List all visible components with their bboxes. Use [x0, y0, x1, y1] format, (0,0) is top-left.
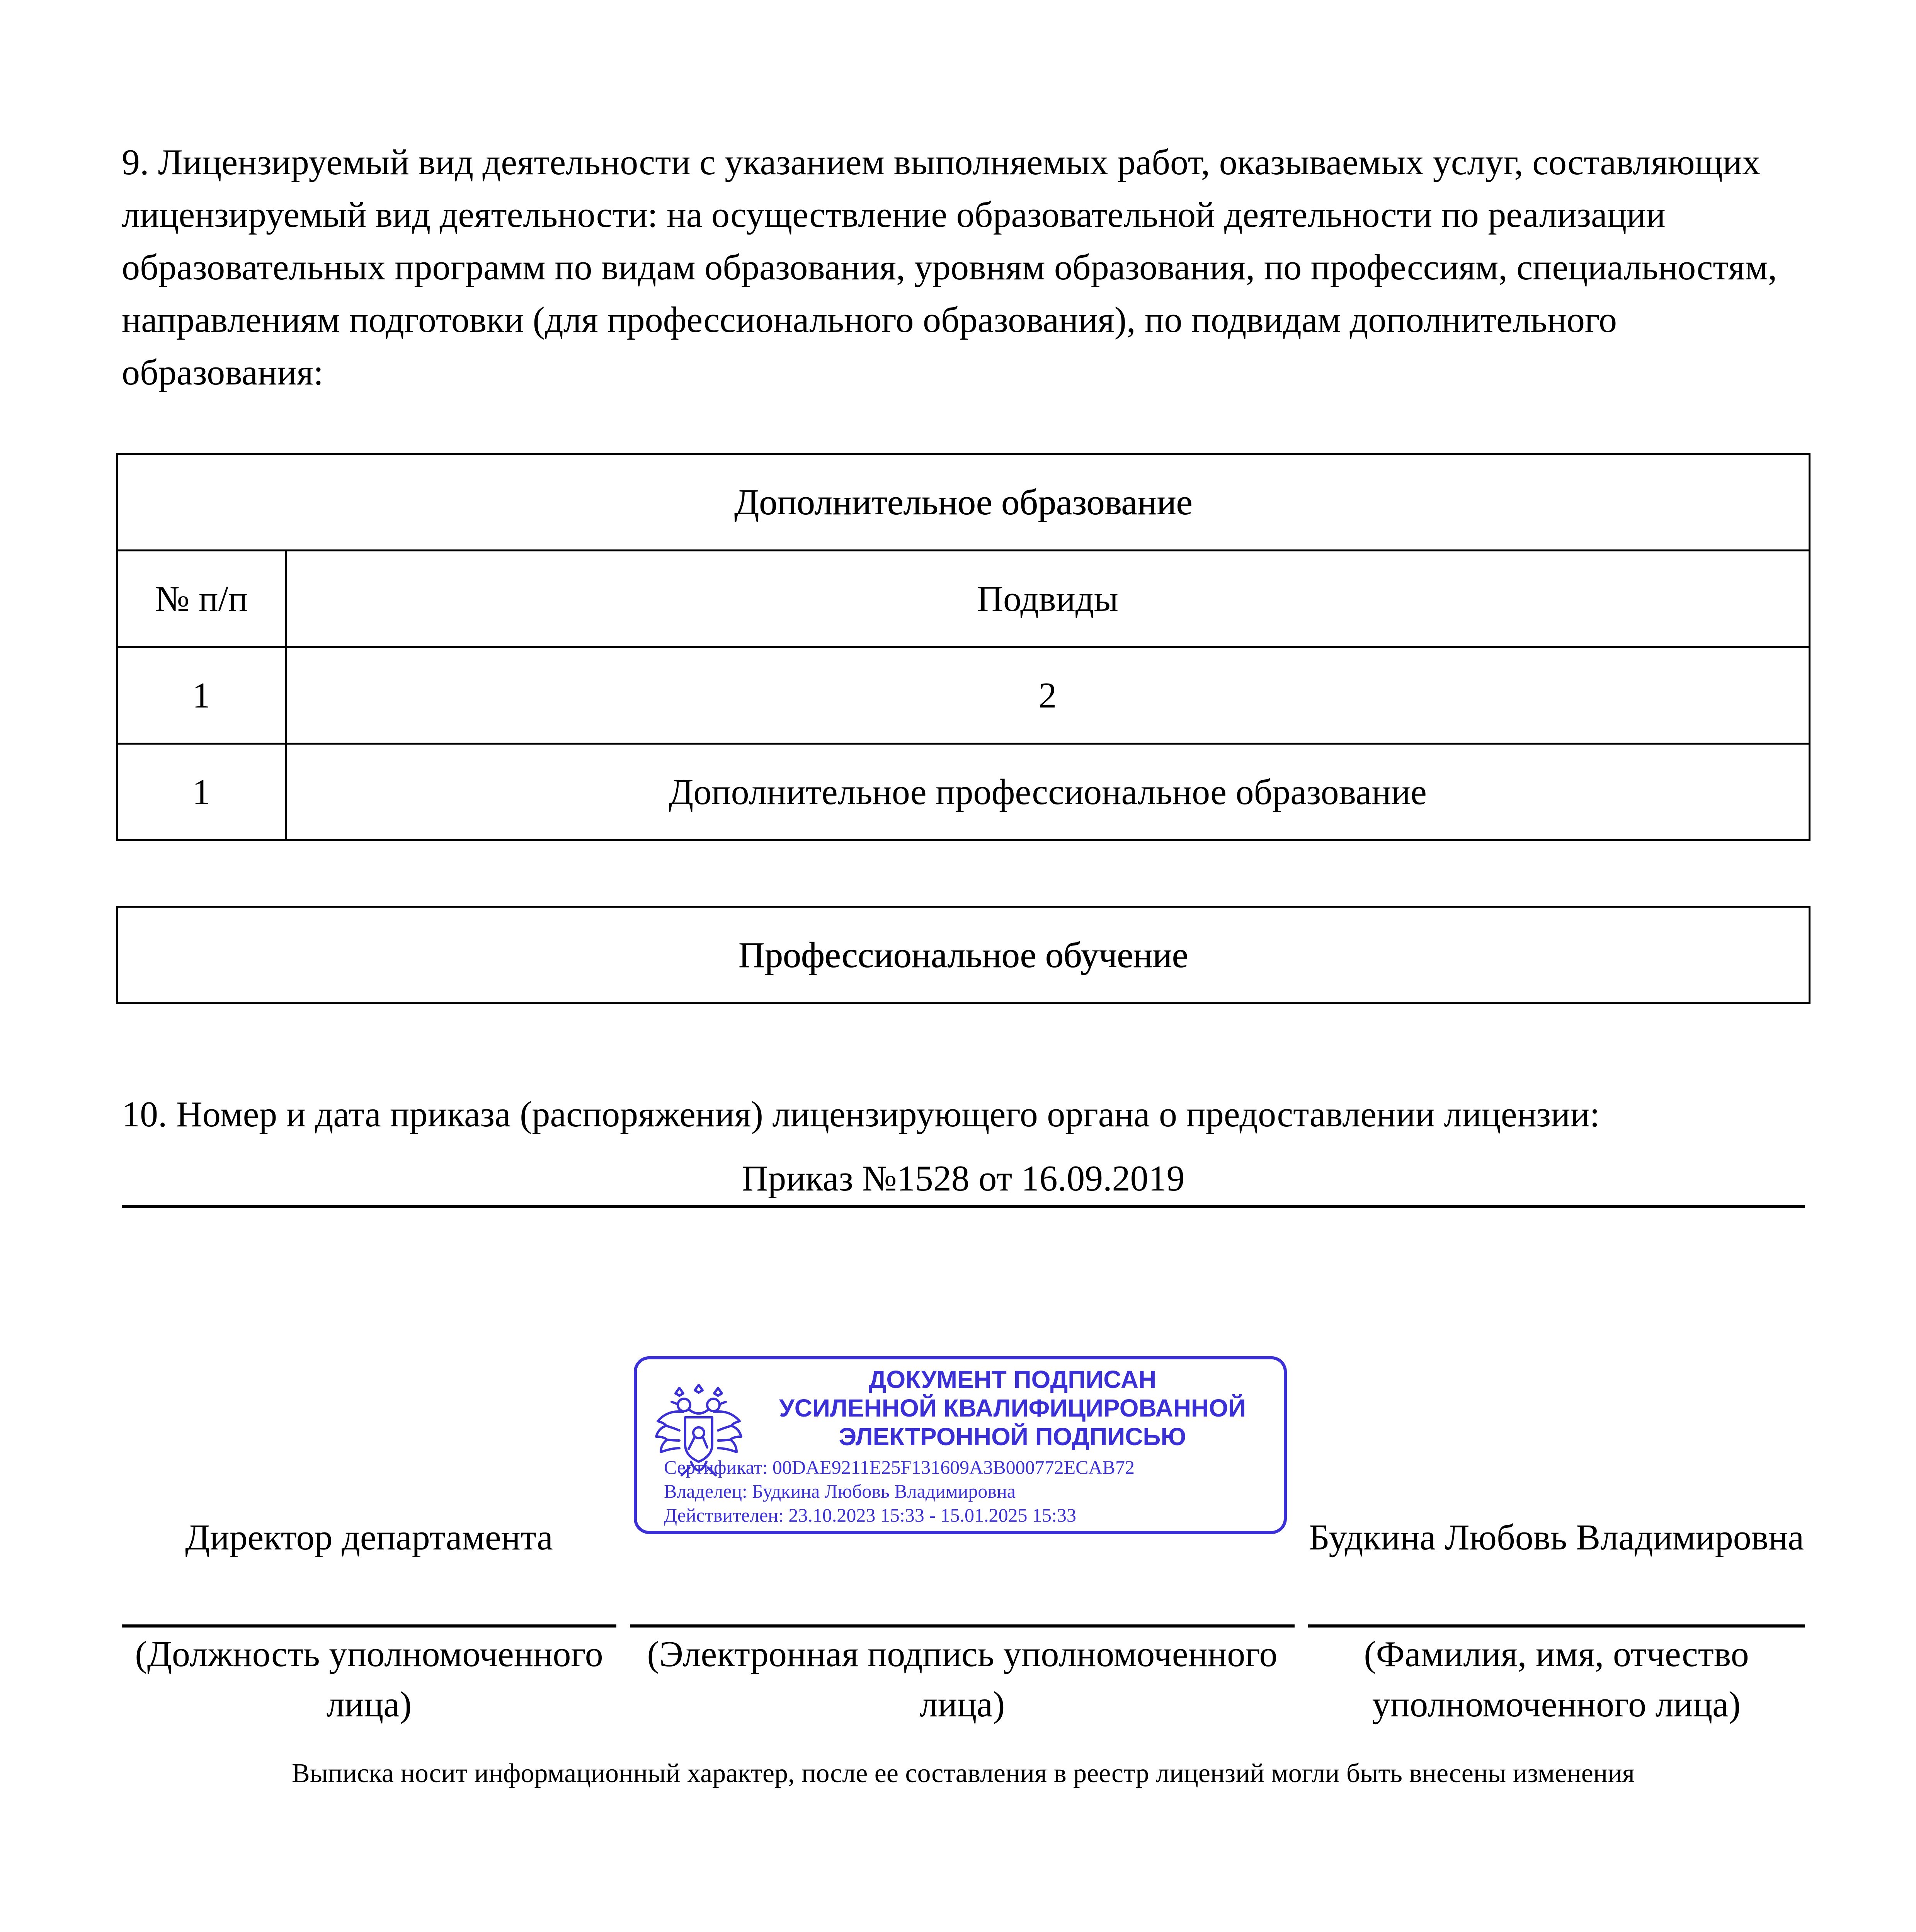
name-signature-line: [1308, 1624, 1805, 1628]
stamp-title-line: ЭЛЕКТРОННОЙ ПОДПИСЬЮ: [839, 1423, 1186, 1451]
header-subtypes: Подвиды: [286, 551, 1810, 647]
position-caption: (Должность уполномоченного лица): [135, 1634, 603, 1725]
name-caption: (Фамилия, имя, отчество уполномоченного лица): [1364, 1634, 1749, 1725]
stamp-certificate: Сертификат: 00DAE9211E25F131609A3B000772ECAB72: [664, 1456, 1135, 1478]
order-number: Приказ №1528 от 16.09.2019: [122, 1152, 1805, 1208]
table-title-row: [117, 454, 1810, 551]
signer-position: Директор департамента: [185, 1517, 553, 1558]
additional-education-table: [116, 453, 1811, 841]
row-subtype: Дополнительное профессиональное образование: [286, 744, 1810, 840]
signer-name: Будкина Любовь Владимировна: [1309, 1517, 1804, 1558]
table-numbering-row: [117, 647, 1810, 744]
footnote: Выписка носит информационный характер, после ее составления в реестр лицензий могли быть внесены изменения: [292, 1759, 1635, 1788]
stamp-validity: Действителен: 23.10.2023 15:33 - 15.01.2025 15:33: [664, 1504, 1076, 1526]
table-header-row: [117, 551, 1810, 647]
table-title-row: [117, 907, 1810, 1003]
professional-training-table: [116, 906, 1811, 1004]
header-number: № п/п: [117, 551, 286, 647]
stamp-owner: Владелец: Будкина Любовь Владимировна: [664, 1480, 1016, 1502]
stamp-title-line: УСИЛЕННОЙ КВАЛИФИЦИРОВАННОЙ: [779, 1394, 1246, 1422]
numbering-cell: 2: [286, 647, 1810, 744]
signature-caption: (Электронная подпись уполномоченного лица): [647, 1634, 1278, 1725]
numbering-cell: 1: [117, 647, 286, 744]
row-number: 1: [117, 744, 286, 840]
table-row: [117, 744, 1810, 840]
signature-line: [630, 1624, 1295, 1628]
section-10-text: 10. Номер и дата приказа (распоряжения) лицензирующего органа о предоставлении лицензии:: [122, 1094, 1600, 1134]
stamp-title-line: ДОКУМЕНТ ПОДПИСАН: [868, 1366, 1157, 1393]
additional-education-title: Дополнительное образование: [117, 454, 1810, 551]
professional-training-title: Профессиональное обучение: [117, 907, 1810, 1003]
section-9-text: 9. Лицензируемый вид деятельности с указанием выполняемых работ, оказываемых услуг, составляющих лицензируемый вид деятельности: на осуществление образовательной деятельности по реализации образовательных программ по видам образования, уровням образования, по профессиям, специальностям, направлениям подготовки (для профессионального образования), по подвидам дополнительного образования:: [122, 142, 1777, 393]
position-signature-line: [122, 1624, 616, 1628]
electronic-signature-stamp: [634, 1356, 1287, 1534]
